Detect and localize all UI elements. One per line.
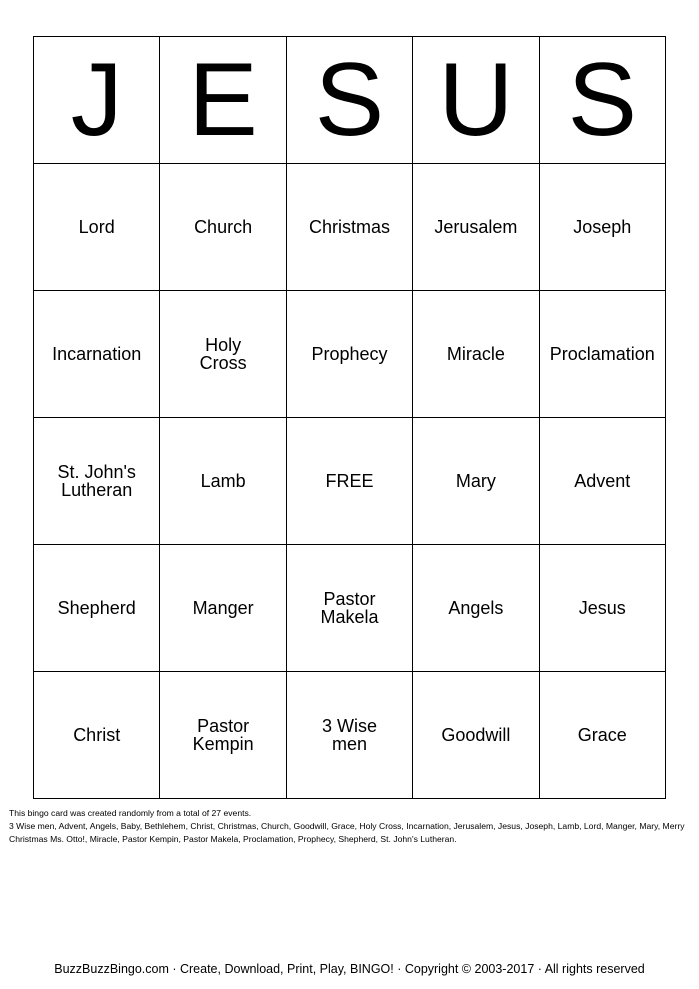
card-row bbox=[34, 545, 666, 672]
free-cell: FREE bbox=[286, 418, 412, 545]
card-cell: Lamb bbox=[160, 418, 286, 545]
card-cell: Jesus bbox=[539, 545, 665, 672]
card-cell: Pastor Kempin bbox=[160, 672, 286, 799]
card-cell: Church bbox=[160, 164, 286, 291]
card-cell: Holy Cross bbox=[160, 291, 286, 418]
bingo-card bbox=[33, 36, 666, 799]
card-cell: St. John's Lutheran bbox=[34, 418, 160, 545]
footer-copyright: BuzzBuzzBingo.com · Create, Download, Print, Play, BINGO! · Copyright © 2003-2017 · All rights reserved bbox=[54, 962, 645, 976]
header-letter: J bbox=[34, 37, 160, 164]
card-cell: Manger bbox=[160, 545, 286, 672]
card-cell: 3 Wise men bbox=[286, 672, 412, 799]
card-cell: Advent bbox=[539, 418, 665, 545]
card-cell: Incarnation bbox=[34, 291, 160, 418]
card-cell: Mary bbox=[413, 418, 539, 545]
card-note bbox=[9, 807, 694, 846]
card-cell: Prophecy bbox=[286, 291, 412, 418]
card-cell: Christ bbox=[34, 672, 160, 799]
card-cell: Christmas bbox=[286, 164, 412, 291]
card-cell: Angels bbox=[413, 545, 539, 672]
header-letter: U bbox=[413, 37, 539, 164]
header-row bbox=[34, 37, 666, 164]
card-row bbox=[34, 418, 666, 545]
card-row bbox=[34, 291, 666, 418]
card-cell: Proclamation bbox=[539, 291, 665, 418]
header-letter: E bbox=[160, 37, 286, 164]
header-letter: S bbox=[539, 37, 665, 164]
card-cell: Grace bbox=[539, 672, 665, 799]
card-row bbox=[34, 164, 666, 291]
note-summary: This bingo card was created randomly from a total of 27 events. bbox=[9, 808, 252, 818]
card-cell: Pastor Makela bbox=[286, 545, 412, 672]
card-row bbox=[34, 672, 666, 799]
card-cell: Goodwill bbox=[413, 672, 539, 799]
card-cell: Joseph bbox=[539, 164, 665, 291]
header-letter: S bbox=[286, 37, 412, 164]
note-event-list: 3 Wise men, Advent, Angels, Baby, Bethlehem, Christ, Christmas, Church, Goodwill, Grace, Holy Cross, Incarnation, Jerusalem, Jesus, Joseph, Lamb, Lord, Manger, Mary, Merry Christmas Ms. Otto!, Miracle, Pastor Kempin, Pastor Makela, Proclamation, Prophecy, Shepherd, St. John's Lutheran. bbox=[9, 821, 685, 844]
card-cell: Lord bbox=[34, 164, 160, 291]
card-cell: Shepherd bbox=[34, 545, 160, 672]
card-cell: Miracle bbox=[413, 291, 539, 418]
card-cell: Jerusalem bbox=[413, 164, 539, 291]
